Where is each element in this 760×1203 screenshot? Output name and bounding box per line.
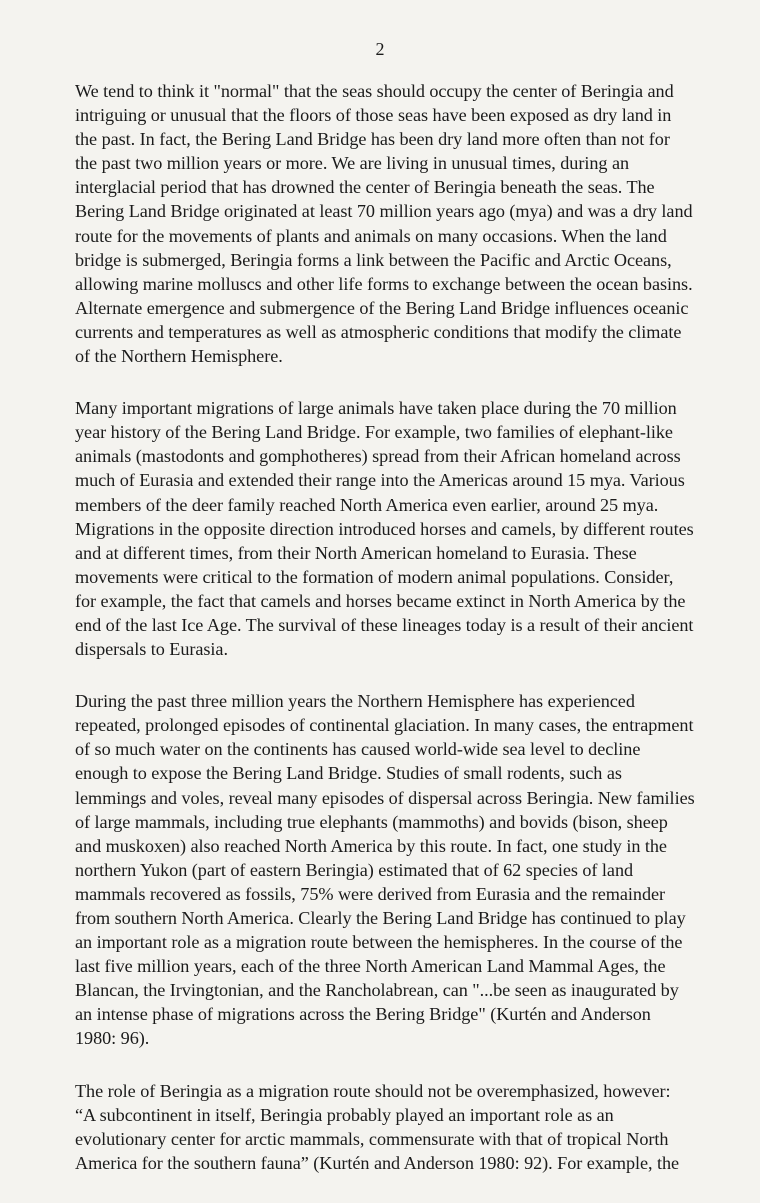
paragraph-4: The role of Beringia as a migration route should not be overemphasized, however: “A subcontinent in itself, Beringia probably played an important role as an evolutionary center for arctic mammals, commensurate with that of tropical North America for the southern fauna” (Kurtén and Anderson 1980: 92). For example, the bbox=[75, 1080, 680, 1173]
paragraph-1: We tend to think it "normal" that the seas should occupy the center of Beringia and intriguing or unusual that the floors of those seas have been exposed as dry land in the past. In fact, the Bering Land Bridge has been dry land more often than not for the past two million years or more. We are living in unusual times, during an interglacial period that has drowned the center of Beringia beneath the seas. The Bering Land Bridge originated at least 70 million years ago (mya) and was a dry land route for the movements of plants and animals on many occasions. When the land bridge is submerged, Beringia forms a link between the Pacific and Arctic Oceans, allowing marine molluscs and other life forms to exchange between the ocean basins. Alternate emergence and submergence of the Bering Land Bridge influences oceanic currents and temperatures as well as atmospheric conditions that modify the climate of the Northern Hemisphere. bbox=[75, 81, 693, 367]
page-number: 2 bbox=[375, 39, 385, 59]
document-body bbox=[75, 79, 750, 1203]
paragraph-2: Many important migrations of large animals have taken place during the 70 million year history of the Bering Land Bridge. For example, two families of elephant-like animals (mastodonts and gomphotheres) spread from their African homeland across much of Eurasia and extended their range into the Americas around 15 mya. Various members of the deer family reached North America even earlier, around 25 mya. Migrations in the opposite direction introduced horses and camels, by different routes and at different times, from their North American homeland to Eurasia. These movements were critical to the formation of modern animal populations. Consider, for example, the fact that camels and horses became extinct in North America by the end of the last Ice Age. The survival of these lineages today is a result of their ancient dispersals to Eurasia. bbox=[75, 398, 694, 660]
paragraph-3: During the past three million years the Northern Hemisphere has experienced repeated, prolonged episodes of continental glaciation. In many cases, the entrapment of so much water on the continents has caused world-wide sea level to decline enough to expose the Bering Land Bridge. Studies of small rodents, such as lemmings and voles, reveal many episodes of dispersal across Beringia. New families of large mammals, including true elephants (mammoths) and bovids (bison, sheep and muskoxen) also reached North America by this route. In fact, one study in the northern Yukon (part of eastern Beringia) estimated that of 62 species of land mammals recovered as fossils, 75% were derived from Eurasia and the remainder from southern North America. Clearly the Bering Land Bridge has continued to play an important role as a migration route between the hemispheres. In the course of the last five million years, each of the three North American Land Mammal Ages, the Blancan, the Irvingtonian, and the Rancholabrean, can "...be seen as inaugurated by an intense phase of migrations across the Bering Bridge" (Kurtén and Anderson 1980: 96). bbox=[75, 691, 695, 1049]
